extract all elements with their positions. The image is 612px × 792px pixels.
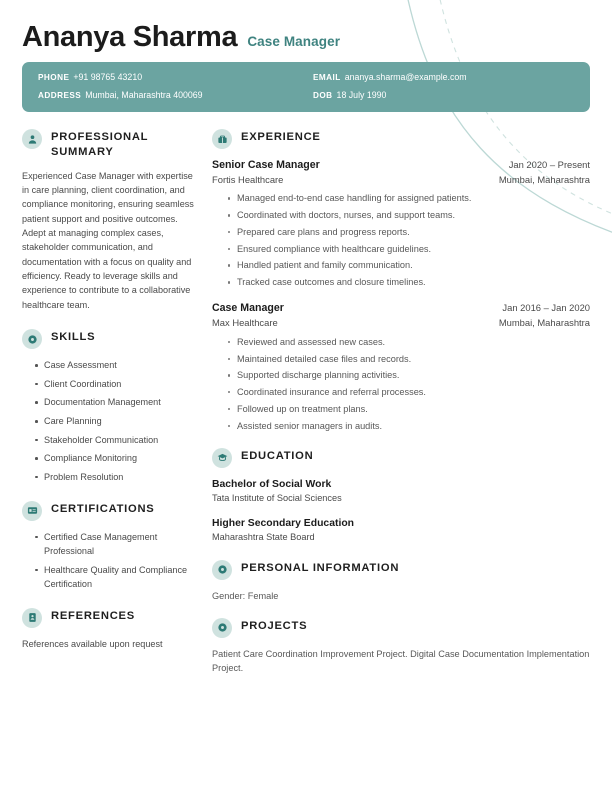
- job-duties-list: [212, 191, 590, 289]
- contact-column-left: [38, 71, 299, 102]
- list-item: Case Assessment: [35, 358, 194, 372]
- right-column: [208, 128, 590, 689]
- section-header: [22, 607, 194, 628]
- contact-phone-value: +91 98765 43210: [73, 72, 143, 83]
- contact-address: [38, 89, 299, 102]
- job-organization: Max Healthcare: [212, 317, 278, 329]
- left-column: [22, 128, 208, 667]
- contact-column-right: [299, 71, 574, 102]
- contact-card-icon: [22, 608, 42, 628]
- contact-email-label: EMAIL: [313, 73, 341, 83]
- dot-circle-icon: [22, 329, 42, 349]
- job-role: Case Manager: [212, 302, 284, 315]
- section-header: [22, 328, 194, 349]
- list-item: Client Coordination: [35, 377, 194, 391]
- list-item: Problem Resolution: [35, 470, 194, 484]
- list-item: Stakeholder Communication: [35, 433, 194, 447]
- section-header: [22, 500, 194, 521]
- job-duties-list: [212, 335, 590, 433]
- section-skills: [22, 328, 194, 484]
- education-degree: Bachelor of Social Work: [212, 478, 332, 490]
- section-professional-summary: [22, 128, 194, 312]
- section-header: [212, 447, 590, 468]
- section-title: EXPERIENCE: [241, 131, 321, 144]
- personal-information-text: Gender: Female: [212, 590, 279, 601]
- contact-address-label: ADDRESS: [38, 90, 82, 100]
- job-title: Case Manager: [247, 34, 341, 49]
- list-item: Healthcare Quality and Compliance Certification: [35, 563, 194, 591]
- entry-sub: [212, 173, 590, 186]
- section-title: PROJECTS: [241, 619, 308, 632]
- section-title: SKILLS: [51, 331, 96, 344]
- contact-email-value[interactable]: ananya.sharma@example.com: [344, 72, 467, 83]
- contact-email: [313, 71, 574, 84]
- person-icon: [22, 129, 42, 149]
- section-header: [212, 128, 590, 149]
- section-header: [212, 617, 590, 638]
- dot-circle-icon: [212, 560, 232, 580]
- job-role: Senior Case Manager: [212, 159, 320, 172]
- list-item: Ensured compliance with healthcare guidelines.: [228, 242, 590, 256]
- section-title: PERSONAL INFORMATION: [241, 561, 400, 574]
- briefcase-icon: [212, 129, 232, 149]
- contact-phone: [38, 71, 299, 84]
- education-entry: [212, 516, 590, 544]
- job-location: Mumbai, Maharashtra: [498, 174, 590, 186]
- job-organization: Fortis Healthcare: [212, 174, 284, 186]
- contact-dob: [313, 89, 574, 102]
- section-header: [212, 559, 590, 580]
- list-item: Assisted senior managers in audits.: [228, 419, 590, 433]
- education-entry: [212, 477, 590, 505]
- list-item: Coordinated with doctors, nurses, and support teams.: [228, 208, 590, 222]
- section-title: CERTIFICATIONS: [51, 502, 155, 515]
- section-personal-information: [212, 559, 590, 603]
- education-school: Maharashtra State Board: [212, 532, 315, 543]
- section-header: [22, 128, 194, 160]
- contact-dob-label: DOB: [313, 90, 333, 100]
- section-certifications: [22, 500, 194, 591]
- section-projects: [212, 617, 590, 676]
- list-item: Managed end-to-end case handling for assigned patients.: [228, 191, 590, 205]
- list-item: Certified Case Management Professional: [35, 530, 194, 558]
- resume-body: [0, 112, 612, 689]
- contact-address-value: Mumbai, Maharashtra 400069: [85, 89, 203, 100]
- section-title: REFERENCES: [51, 609, 135, 622]
- entry-top: [212, 158, 590, 173]
- list-item: Reviewed and assessed new cases.: [228, 335, 590, 349]
- education-school: Tata Institute of Social Sciences: [212, 492, 342, 503]
- experience-entry: [212, 158, 590, 289]
- skills-list: [22, 358, 194, 484]
- list-item: Handled patient and family communication.: [228, 258, 590, 272]
- contact-dob-value: 18 July 1990: [336, 89, 387, 100]
- list-item: Tracked case outcomes and closure timelines.: [228, 275, 590, 289]
- entry-top: [212, 301, 590, 316]
- contact-bar: [22, 62, 590, 112]
- list-item: Prepared care plans and progress reports.: [228, 225, 590, 239]
- list-item: Followed up on treatment plans.: [228, 402, 590, 416]
- id-card-icon: [22, 501, 42, 521]
- list-item: Supported discharge planning activities.: [228, 368, 590, 382]
- name-line: [22, 22, 590, 52]
- references-text: References available upon request: [22, 638, 163, 649]
- experience-entry: [212, 301, 590, 432]
- list-item: Coordinated insurance and referral processes.: [228, 385, 590, 399]
- certifications-list: [22, 530, 194, 591]
- list-item: Maintained detailed case files and records.: [228, 352, 590, 366]
- list-item: Care Planning: [35, 414, 194, 428]
- resume-header: [0, 0, 612, 112]
- section-education: [212, 447, 590, 545]
- entry-sub: [212, 316, 590, 329]
- list-item: Documentation Management: [35, 395, 194, 409]
- job-dates: Jan 2020 – Present: [508, 159, 590, 171]
- job-dates: Jan 2016 – Jan 2020: [502, 302, 590, 314]
- section-experience: [212, 128, 590, 433]
- dot-circle-icon: [212, 618, 232, 638]
- education-degree: Higher Secondary Education: [212, 518, 355, 530]
- job-location: Mumbai, Maharashtra: [498, 317, 590, 329]
- summary-text: Experienced Case Manager with expertise in care planning, client coordination, and compliance monitoring, ensuring seamless patient support and positive outcomes. Adept at managing complex cases, stakeholder communication, and documentation with a focus on quality and efficiency. Ready to leverage skills and experience to contribute to a collaborative healthcare team.: [22, 170, 194, 310]
- page-title: Ananya Sharma: [22, 21, 238, 53]
- section-references: [22, 607, 194, 651]
- section-title: EDUCATION: [241, 449, 314, 462]
- graduation-cap-icon: [212, 448, 232, 468]
- contact-phone-label: PHONE: [38, 73, 70, 83]
- list-item: Compliance Monitoring: [35, 451, 194, 465]
- projects-text: Patient Care Coordination Improvement Project. Digital Case Documentation Implementation Project.: [212, 648, 590, 674]
- section-title: PROFESSIONAL SUMMARY: [51, 131, 149, 158]
